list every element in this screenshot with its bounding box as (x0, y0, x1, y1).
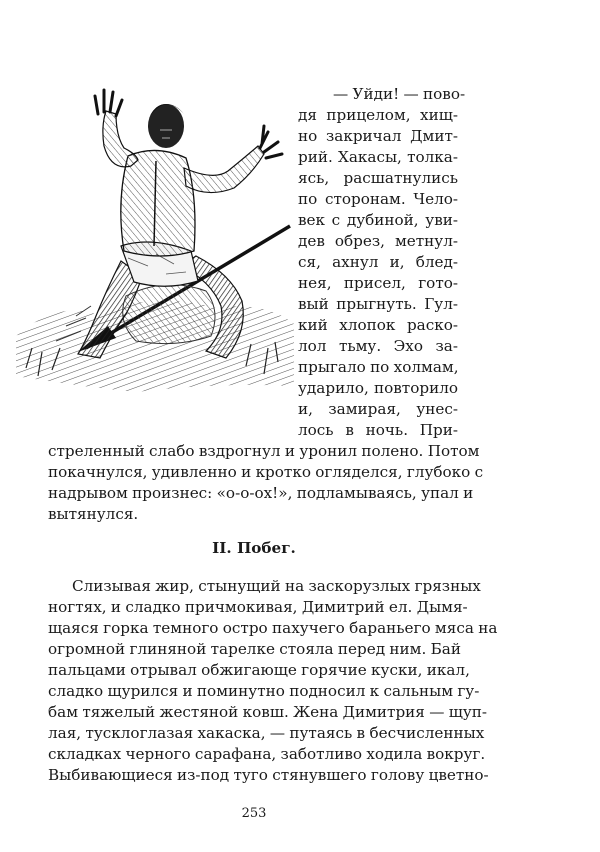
text-line: лая, тусклоглазая хакаска, — путаясь в бесчисленных (48, 724, 485, 742)
text-line: покачнулся, удивленно и кротко огляделся, глубоко с (48, 463, 484, 481)
text-line: прыгало по холмам, (298, 358, 459, 376)
text-line: ногтях, и сладко причмокивая, Димитрий ел. Дымя- (48, 598, 468, 616)
text-line: сладко щурился и поминутно подносил к сальным гу- (48, 682, 480, 700)
text-line: лол тьму. Эхо за- (298, 337, 458, 355)
text-line: — Уйди! — пово- (333, 85, 466, 103)
man-crouching-icon (16, 86, 294, 396)
text-line: надрывом произнес: «о-о-ох!», подламываясь, упал и (48, 484, 474, 502)
text-line: огромной глиняной тарелке стояла перед ним. Бай (48, 640, 461, 658)
text-line: по сторонам. Чело- (298, 190, 458, 208)
text-line: лось в ночь. При- (298, 421, 458, 439)
text-line: ся, ахнул и, блед- (298, 253, 458, 271)
text-line: складках черного сарафана, заботливо ходила вокруг. (48, 745, 486, 763)
text-line: вый прыгнуть. Гул- (298, 295, 458, 313)
text-line: Выбивающиеся из-под туго стянувшего голову цветно- (48, 766, 489, 784)
text-line: Слизывая жир, стынущий на заскорузлых грязных (72, 577, 481, 595)
text-line: дев обрез, метнул- (298, 232, 458, 250)
text-line: рий. Хакасы, толка- (298, 148, 458, 166)
engraving-illustration (16, 86, 294, 396)
text-line: стреленный слабо вздрогнул и уронил полено. Потом (48, 442, 480, 460)
text-line: век с дубиной, уви- (298, 211, 458, 229)
section-heading: II. Побег. (212, 539, 296, 557)
text-line: щаяся горка темного остро пахучего бараньего мяса на (48, 619, 498, 637)
text-line: ясь, расшатнулись (298, 169, 458, 187)
text-line: вытянулся. (48, 505, 139, 523)
text-line: пальцами отрывал обжигающе горячие куски, икал, (48, 661, 470, 679)
text-line: кий хлопок раско- (298, 316, 458, 334)
text-line: но закричал Дмит- (298, 127, 458, 145)
text-line: дя прицелом, хищ- (298, 106, 458, 124)
text-line: ударило, повторило (298, 379, 458, 397)
page-number: 253 (241, 806, 267, 821)
text-line: нея, присел, гото- (298, 274, 458, 292)
text-line: бам тяжелый жестяной ковш. Жена Димитрия — щуп- (48, 703, 488, 721)
text-line: и, замирая, унес- (298, 400, 458, 418)
